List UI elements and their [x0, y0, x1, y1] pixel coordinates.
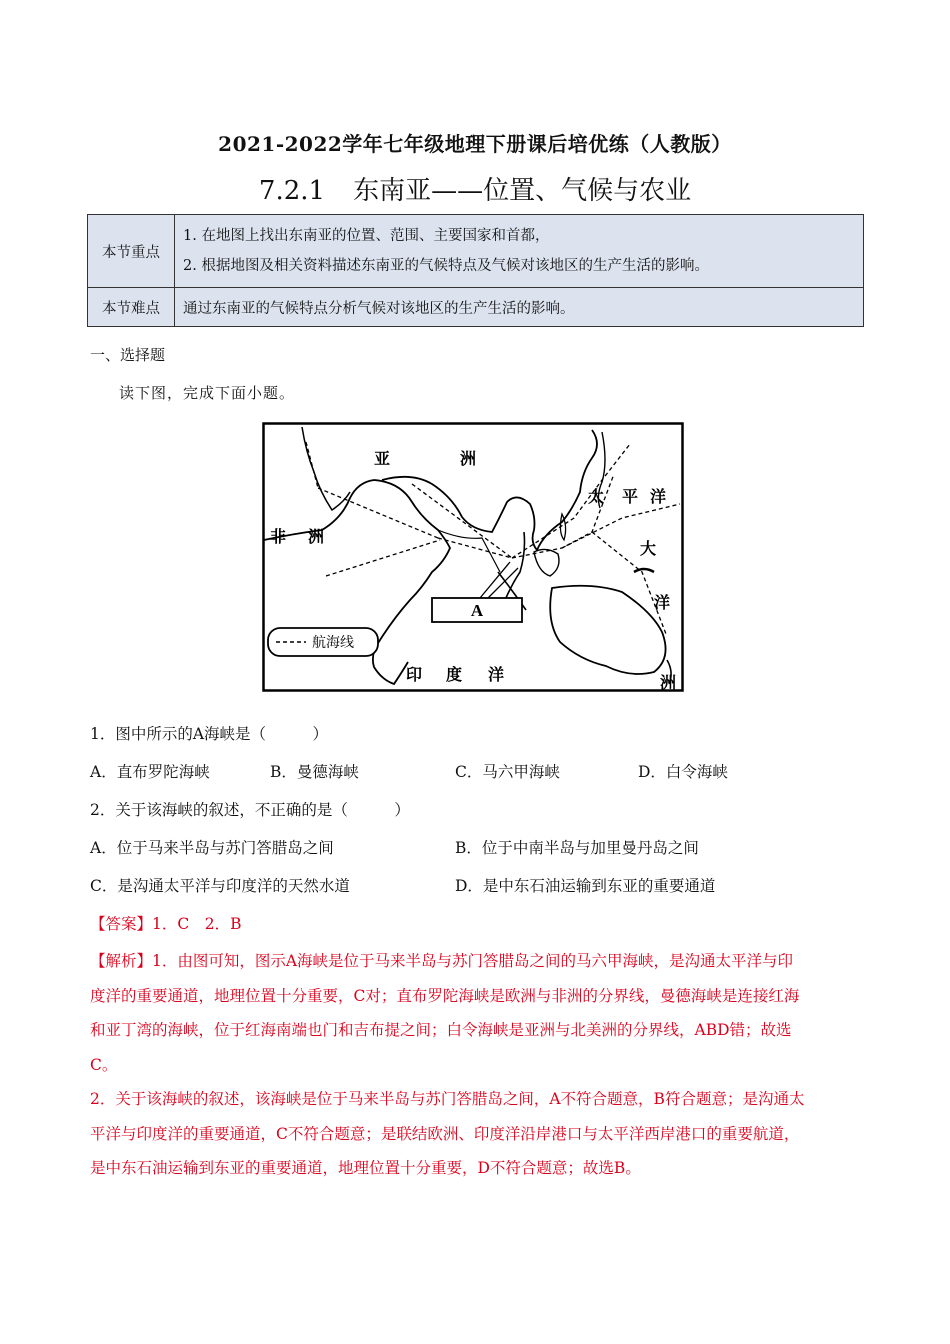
strait-label: A	[470, 601, 484, 620]
label-pacific-3: 洋	[650, 487, 667, 506]
label-indian-3: 洋	[488, 665, 505, 684]
label-pacific-1: 太	[588, 487, 605, 506]
lesson-title: 东南亚——位置、气候与农业	[353, 176, 692, 206]
section-heading: 一、选择题	[90, 346, 166, 364]
question-2-stem: 2．关于该海峡的叙述，不正确的是（ ）	[90, 801, 410, 819]
difficulty-content: 通过东南亚的气候特点分析气候对该地区的生产生活的影响。	[175, 288, 864, 327]
explanation-q1-line-4: C。	[90, 1055, 118, 1074]
focus-item-1: 1. 在地图上找出东南亚的位置、范围、主要国家和首都，	[183, 228, 550, 244]
explanation-q1-line-2: 度洋的重要通道，地理位置十分重要，C对；直布罗陀海峡是欧洲与非洲的分界线，曼德海峡是连接红海	[90, 986, 800, 1005]
focus-content	[175, 215, 864, 288]
explanation-q2-line-2: 平洋与印度洋的重要通道，C不符合题意；是联结欧洲、印度洋沿岸港口与太平洋西岸港口的重要航道，	[90, 1124, 800, 1143]
document-title: 2021-2022学年七年级地理下册课后培优练（人教版）	[218, 132, 732, 156]
lesson-number: 7.2.1	[258, 176, 326, 206]
focus-item-2: 2. 根据地图及相关资料描述东南亚的气候特点及气候对该地区的生产生活的影响。	[183, 258, 709, 274]
q1-option-d: D．白令海峡	[638, 763, 728, 781]
q1-option-c: C．马六甲海峡	[455, 763, 560, 781]
explanation-q2-line-1: 2．关于该海峡的叙述，该海峡是位于马来半岛与苏门答腊岛之间，A不符合题意，B符合题意；是沟通太	[90, 1090, 805, 1108]
q1-option-b: B．曼德海峡	[270, 763, 359, 781]
explanation-q2-line-3: 是中东石油运输到东亚的重要通道，地理位置十分重要，D不符合题意；故选B。	[90, 1159, 641, 1177]
label-oceania-yang: 洋	[654, 593, 671, 612]
difficulty-row	[88, 288, 864, 327]
label-indian-2: 度	[446, 665, 463, 684]
q1-option-a: A．直布罗陀海峡	[90, 763, 210, 781]
label-pacific-2: 平	[622, 487, 639, 506]
q2-option-d: D．是中东石油运输到东亚的重要通道	[455, 877, 716, 895]
explanation-q1-line-3: 和亚丁湾的海峡，位于红海南端也门和吉布提之间；白令海峡是亚洲与北美洲的分界线，ABD错；故选	[90, 1021, 792, 1039]
label-oceania-zhou: 洲	[660, 673, 677, 692]
answer-line: 【答案】1．C 2．B	[90, 915, 242, 933]
sea-route-map	[262, 422, 684, 692]
difficulty-label: 本节难点	[88, 288, 175, 327]
key-points-table	[87, 214, 864, 327]
explanation-q2	[90, 1082, 862, 1186]
q2-option-b: B．位于中南半岛与加里曼丹岛之间	[455, 839, 699, 857]
label-oceania-da: 大	[640, 539, 657, 558]
intro-text: 读下图，完成下面小题。	[119, 384, 296, 402]
label-asia-1: 亚	[374, 449, 391, 468]
label-indian-1: 印	[406, 665, 423, 684]
explanation-q1-line-1: 【解析】1．由图可知，图示A海峡是位于马来半岛与苏门答腊岛之间的马六甲海峡，是沟通太平洋与印	[90, 952, 794, 970]
focus-row	[88, 215, 864, 288]
explanation-q1	[90, 944, 862, 1082]
q2-option-c: C．是沟通太平洋与印度洋的天然水道	[90, 877, 350, 895]
focus-label: 本节重点	[88, 215, 175, 288]
question-1-stem: 1．图中所示的A海峡是（ ）	[90, 725, 329, 743]
q2-option-a: A．位于马来半岛与苏门答腊岛之间	[90, 839, 334, 857]
label-africa-1: 非	[270, 527, 287, 546]
label-asia-2: 洲	[460, 449, 477, 468]
label-africa-2: 洲	[308, 527, 325, 546]
legend-label: 航海线	[312, 635, 354, 651]
lesson-heading	[0, 170, 950, 207]
